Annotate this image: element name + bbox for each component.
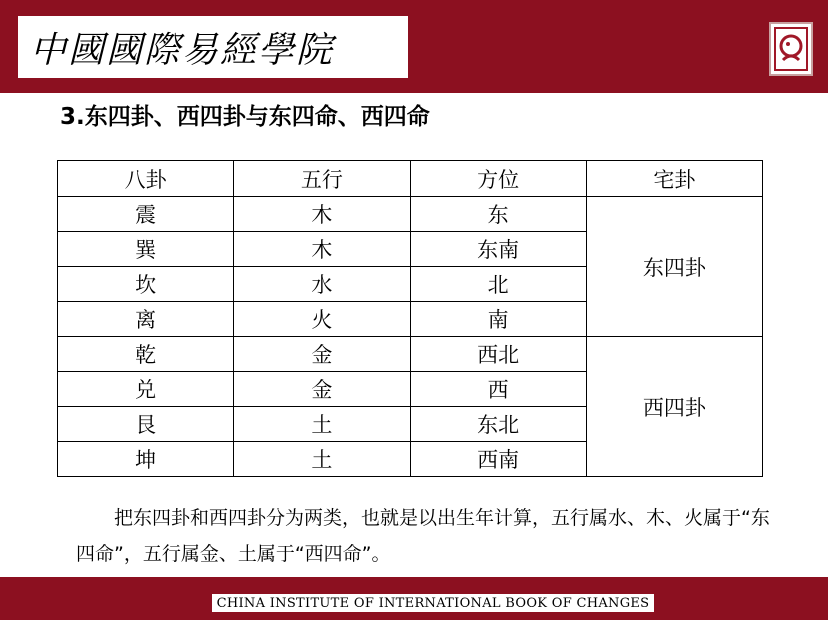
cell-gua: 离: [58, 302, 234, 337]
explanation-paragraph: 把东四卦和西四卦分为两类，也就是以出生年计算，五行属水、木、火属于“东四命”，五行属金、土属于“西四命”。: [76, 507, 770, 565]
cell-wuxing: 金: [234, 337, 410, 372]
cell-wuxing: 土: [234, 407, 410, 442]
bagua-table: [57, 160, 763, 477]
cell-gua: 乾: [58, 337, 234, 372]
footer-text: CHINA INSTITUTE OF INTERNATIONAL BOOK OF CHANGES: [216, 595, 650, 611]
cell-group-west: 西四卦: [586, 337, 762, 477]
cell-gua: 坤: [58, 442, 234, 477]
cell-fangwei: 东南: [410, 232, 586, 267]
logo-calligraphy: 中國國際易經學院: [30, 29, 335, 71]
institute-logo: [18, 16, 408, 78]
header-fangwei: 方位: [410, 161, 586, 197]
cell-fangwei: 东: [410, 197, 586, 232]
cell-wuxing: 土: [234, 442, 410, 477]
table-header-row: [58, 161, 763, 197]
cell-fangwei: 南: [410, 302, 586, 337]
cell-fangwei: 西北: [410, 337, 586, 372]
cell-group-east: 东四卦: [586, 197, 762, 337]
cell-gua: 震: [58, 197, 234, 232]
footer-label: [212, 594, 654, 612]
cell-fangwei: 北: [410, 267, 586, 302]
cell-gua: 兑: [58, 372, 234, 407]
header-zhaigua: 宅卦: [586, 161, 762, 197]
cell-fangwei: 西: [410, 372, 586, 407]
cell-wuxing: 木: [234, 232, 410, 267]
cell-gua: 坎: [58, 267, 234, 302]
cell-wuxing: 金: [234, 372, 410, 407]
cell-fangwei: 东北: [410, 407, 586, 442]
table-row: [58, 337, 763, 372]
cell-gua: 巽: [58, 232, 234, 267]
table-row: [58, 197, 763, 232]
header-bagua: 八卦: [58, 161, 234, 197]
seal-emblem-icon: [769, 22, 813, 76]
cell-wuxing: 火: [234, 302, 410, 337]
header-wuxing: 五行: [234, 161, 410, 197]
cell-wuxing: 水: [234, 267, 410, 302]
cell-gua: 艮: [58, 407, 234, 442]
cell-wuxing: 木: [234, 197, 410, 232]
page-title: 3.东四卦、西四卦与东四命、西四命: [60, 104, 430, 130]
seal-emblem-graphic: [773, 26, 809, 72]
cell-fangwei: 西南: [410, 442, 586, 477]
